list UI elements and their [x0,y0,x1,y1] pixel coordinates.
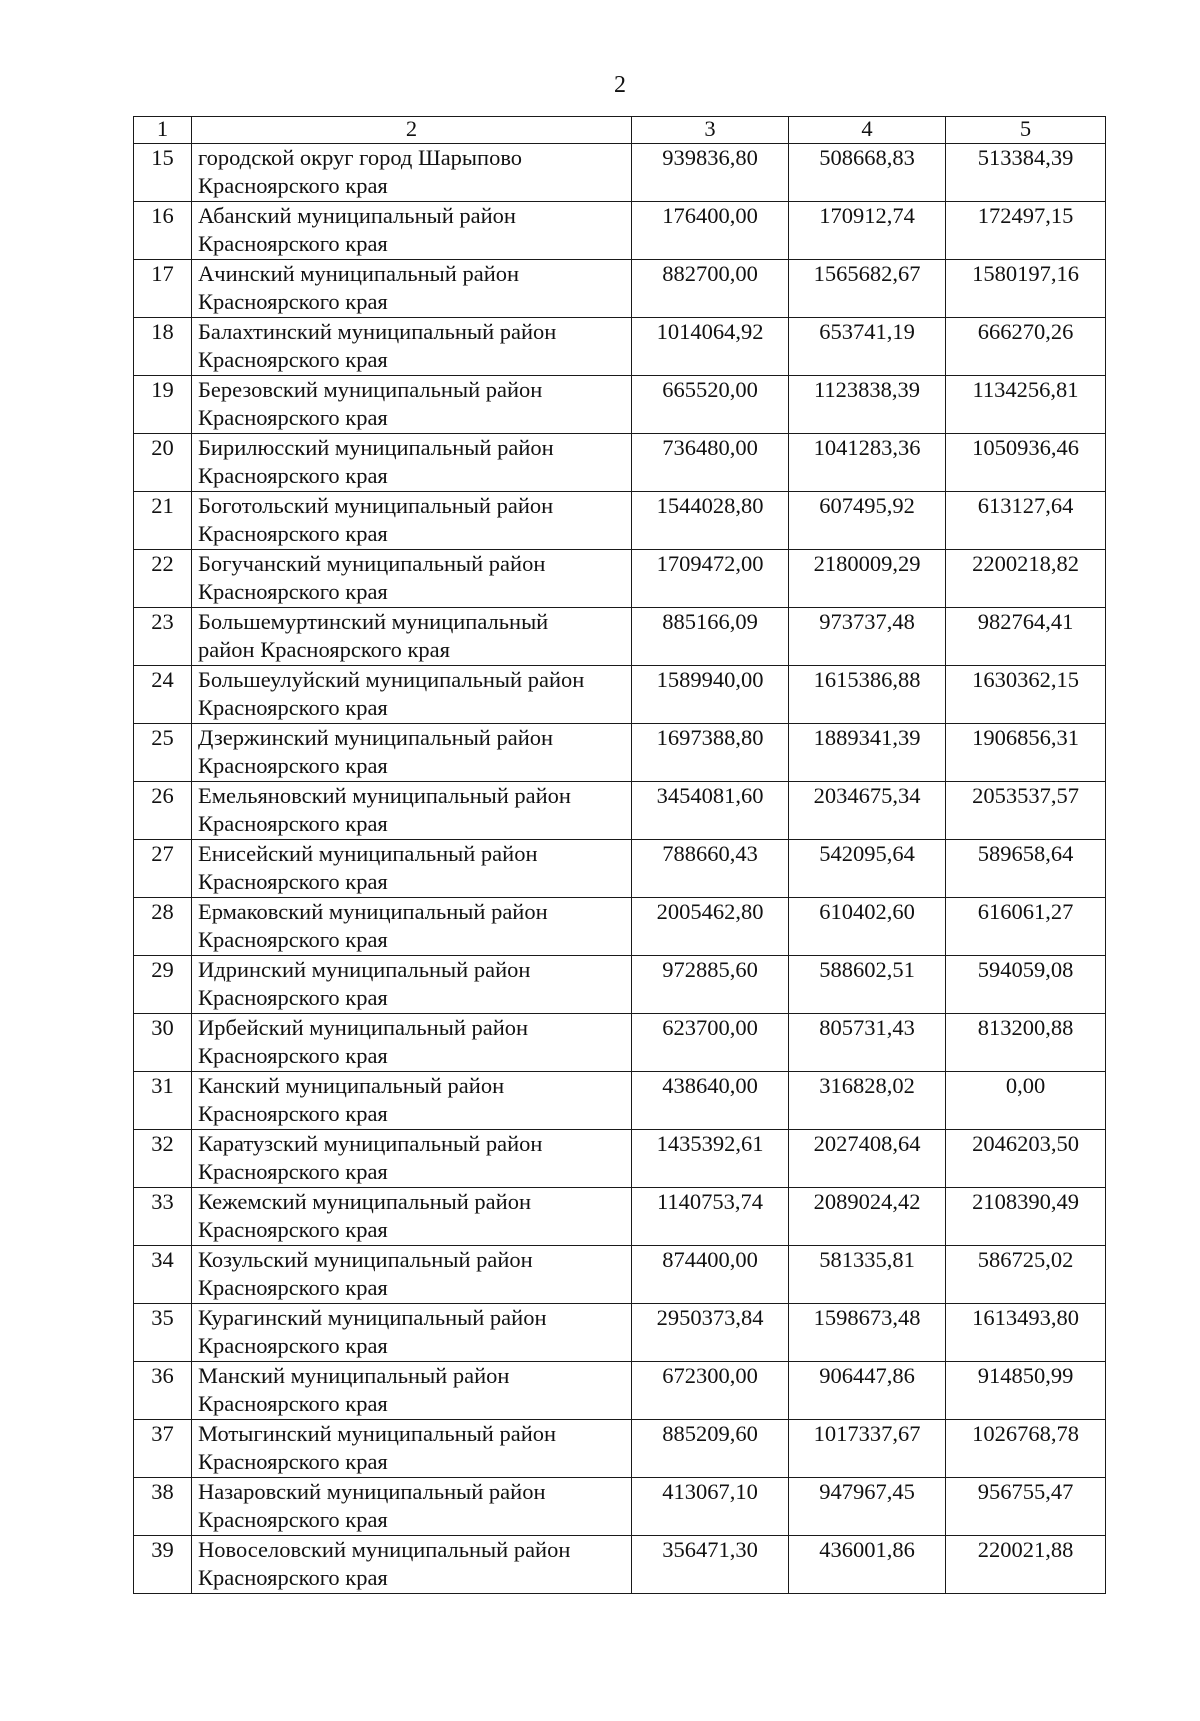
value-cell-col-3: 882700,00 [632,260,789,318]
municipality-name-line-2: Красноярского края [198,347,388,372]
value-cell-col-4: 2180009,29 [789,550,946,608]
value-cell-col-3: 736480,00 [632,434,789,492]
table-row [134,1304,1106,1362]
row-number-cell: 17 [134,260,192,318]
value-cell-col-5: 2108390,49 [946,1188,1106,1246]
value-cell-col-4: 542095,64 [789,840,946,898]
municipality-name-line-2: Красноярского края [198,753,388,778]
table-row [134,144,1106,202]
value-cell-col-5: 0,00 [946,1072,1106,1130]
municipality-name-line-1: Ирбейский муниципальный район [198,1015,529,1040]
municipality-name-cell [192,840,632,898]
row-number-cell: 38 [134,1478,192,1536]
table-row [134,724,1106,782]
value-cell-col-3: 788660,43 [632,840,789,898]
municipality-name-line-2: Красноярского края [198,1449,388,1474]
municipality-name-line-2: Красноярского края [198,985,388,1010]
municipality-name-line-1: Дзержинский муниципальный район [198,725,554,750]
municipality-name-line-1: Енисейский муниципальный район [198,841,538,866]
table-row [134,1246,1106,1304]
value-cell-col-5: 813200,88 [946,1014,1106,1072]
value-cell-col-3: 972885,60 [632,956,789,1014]
municipality-name-line-2: Красноярского края [198,811,388,836]
table-body [134,117,1106,1594]
municipality-name-cell [192,1478,632,1536]
municipality-name-cell [192,666,632,724]
value-cell-col-3: 1697388,80 [632,724,789,782]
table-row [134,550,1106,608]
municipality-name-line-1: Кежемский муниципальный район [198,1189,531,1214]
value-cell-col-3: 2005462,80 [632,898,789,956]
value-cell-col-5: 616061,27 [946,898,1106,956]
value-cell-col-5: 1050936,46 [946,434,1106,492]
value-cell-col-5: 2200218,82 [946,550,1106,608]
table-row [134,666,1106,724]
municipality-name-cell [192,1246,632,1304]
value-cell-col-4: 2034675,34 [789,782,946,840]
municipality-name-cell [192,260,632,318]
value-cell-col-3: 1140753,74 [632,1188,789,1246]
value-cell-col-5: 613127,64 [946,492,1106,550]
municipality-name-cell [192,1072,632,1130]
municipality-name-cell [192,1362,632,1420]
municipality-name-line-2: Красноярского края [198,1507,388,1532]
value-cell-col-3: 885209,60 [632,1420,789,1478]
value-cell-col-3: 2950373,84 [632,1304,789,1362]
table-row [134,898,1106,956]
value-cell-col-4: 653741,19 [789,318,946,376]
value-cell-col-3: 623700,00 [632,1014,789,1072]
column-header: 3 [632,117,789,144]
municipality-name-line-2: Красноярского края [198,521,388,546]
table-row [134,1420,1106,1478]
value-cell-col-3: 1589940,00 [632,666,789,724]
municipality-name-line-1: Канский муниципальный район [198,1073,505,1098]
municipality-name-line-1: Ермаковский муниципальный район [198,899,548,924]
row-number-cell: 30 [134,1014,192,1072]
value-cell-col-4: 2089024,42 [789,1188,946,1246]
municipality-name-line-2: Красноярского края [198,405,388,430]
value-cell-col-4: 973737,48 [789,608,946,666]
municipality-name-line-2: Красноярского края [198,289,388,314]
municipality-name-cell [192,144,632,202]
value-cell-col-5: 220021,88 [946,1536,1106,1594]
municipality-name-line-1: Курагинский муниципальный район [198,1305,547,1330]
municipality-name-cell [192,1188,632,1246]
row-number-cell: 16 [134,202,192,260]
municipality-name-line-2: Красноярского края [198,1333,388,1358]
column-header: 2 [192,117,632,144]
table-row [134,1072,1106,1130]
value-cell-col-3: 1014064,92 [632,318,789,376]
table-row [134,1362,1106,1420]
value-cell-col-5: 1134256,81 [946,376,1106,434]
data-table [133,116,1106,1594]
row-number-cell: 22 [134,550,192,608]
row-number-cell: 25 [134,724,192,782]
row-number-cell: 33 [134,1188,192,1246]
row-number-cell: 31 [134,1072,192,1130]
municipality-name-line-1: Ачинский муниципальный район [198,261,520,286]
value-cell-col-3: 665520,00 [632,376,789,434]
value-cell-col-5: 982764,41 [946,608,1106,666]
value-cell-col-3: 1435392,61 [632,1130,789,1188]
municipality-name-line-2: Красноярского края [198,869,388,894]
value-cell-col-3: 438640,00 [632,1072,789,1130]
value-cell-col-4: 1615386,88 [789,666,946,724]
value-cell-col-4: 1598673,48 [789,1304,946,1362]
value-cell-col-4: 588602,51 [789,956,946,1014]
municipality-name-line-1: Емельяновский муниципальный район [198,783,571,808]
row-number-cell: 19 [134,376,192,434]
value-cell-col-5: 914850,99 [946,1362,1106,1420]
value-cell-col-3: 1544028,80 [632,492,789,550]
table-row [134,202,1106,260]
municipality-name-line-2: Красноярского края [198,1159,388,1184]
value-cell-col-5: 1613493,80 [946,1304,1106,1362]
page-number: 2 [614,72,626,98]
municipality-name-cell [192,956,632,1014]
column-header: 4 [789,117,946,144]
municipality-name-line-1: Назаровский муниципальный район [198,1479,546,1504]
table-row [134,492,1106,550]
municipality-name-line-2: Красноярского края [198,463,388,488]
value-cell-col-3: 413067,10 [632,1478,789,1536]
value-cell-col-3: 874400,00 [632,1246,789,1304]
table-row [134,434,1106,492]
value-cell-col-4: 316828,02 [789,1072,946,1130]
municipality-name-line-1: Мотыгинский муниципальный район [198,1421,557,1446]
value-cell-col-4: 2027408,64 [789,1130,946,1188]
municipality-name-line-1: Идринский муниципальный район [198,957,531,982]
row-number-cell: 18 [134,318,192,376]
municipality-name-cell [192,1536,632,1594]
value-cell-col-4: 1889341,39 [789,724,946,782]
municipality-name-line-1: Новоселовский муниципальный район [198,1537,571,1562]
municipality-name-cell [192,550,632,608]
value-cell-col-4: 1041283,36 [789,434,946,492]
municipality-name-line-2: Красноярского края [198,695,388,720]
table-row [134,1188,1106,1246]
municipality-name-cell [192,898,632,956]
municipality-name-line-1: Богучанский муниципальный район [198,551,546,576]
municipality-name-line-2: Красноярского края [198,1217,388,1242]
municipality-name-line-2: Красноярского края [198,1565,388,1590]
value-cell-col-4: 947967,45 [789,1478,946,1536]
municipality-name-line-2: Красноярского края [198,927,388,952]
row-number-cell: 20 [134,434,192,492]
table-row [134,840,1106,898]
municipality-name-line-1: Балахтинский муниципальный район [198,319,557,344]
municipality-name-cell [192,318,632,376]
row-number-cell: 36 [134,1362,192,1420]
row-number-cell: 23 [134,608,192,666]
municipality-name-cell [192,1420,632,1478]
value-cell-col-4: 1123838,39 [789,376,946,434]
municipality-name-cell [192,434,632,492]
value-cell-col-5: 594059,08 [946,956,1106,1014]
row-number-cell: 37 [134,1420,192,1478]
municipality-name-line-2: Красноярского края [198,1101,388,1126]
value-cell-col-3: 939836,80 [632,144,789,202]
value-cell-col-5: 589658,64 [946,840,1106,898]
value-cell-col-4: 1565682,67 [789,260,946,318]
value-cell-col-4: 1017337,67 [789,1420,946,1478]
row-number-cell: 27 [134,840,192,898]
value-cell-col-5: 1630362,15 [946,666,1106,724]
municipality-name-line-2: Красноярского края [198,1391,388,1416]
value-cell-col-3: 356471,30 [632,1536,789,1594]
value-cell-col-5: 172497,15 [946,202,1106,260]
municipality-name-cell [192,1130,632,1188]
value-cell-col-5: 586725,02 [946,1246,1106,1304]
municipality-name-cell [192,202,632,260]
municipality-name-line-1: Бирилюсский муниципальный район [198,435,554,460]
row-number-cell: 26 [134,782,192,840]
value-cell-col-4: 906447,86 [789,1362,946,1420]
municipality-name-cell [192,724,632,782]
value-cell-col-4: 610402,60 [789,898,946,956]
value-cell-col-3: 3454081,60 [632,782,789,840]
column-header: 1 [134,117,192,144]
table-row [134,376,1106,434]
table-row [134,956,1106,1014]
row-number-cell: 35 [134,1304,192,1362]
row-number-cell: 15 [134,144,192,202]
municipality-name-line-2: Красноярского края [198,1043,388,1068]
municipality-name-cell [192,376,632,434]
value-cell-col-3: 885166,09 [632,608,789,666]
value-cell-col-4: 508668,83 [789,144,946,202]
row-number-cell: 39 [134,1536,192,1594]
municipality-name-cell [192,1304,632,1362]
municipality-name-line-1: Козульский муниципальный район [198,1247,533,1272]
value-cell-col-5: 2053537,57 [946,782,1106,840]
table-row [134,782,1106,840]
row-number-cell: 29 [134,956,192,1014]
row-number-cell: 28 [134,898,192,956]
value-cell-col-5: 666270,26 [946,318,1106,376]
value-cell-col-4: 170912,74 [789,202,946,260]
value-cell-col-4: 581335,81 [789,1246,946,1304]
value-cell-col-5: 1580197,16 [946,260,1106,318]
value-cell-col-3: 1709472,00 [632,550,789,608]
municipality-name-line-1: Каратузский муниципальный район [198,1131,543,1156]
table-row [134,608,1106,666]
value-cell-col-5: 1026768,78 [946,1420,1106,1478]
table-row [134,1478,1106,1536]
municipality-name-line-1: Манский муниципальный район [198,1363,510,1388]
table-header-row [134,117,1106,144]
municipality-name-line-2: Красноярского края [198,579,388,604]
value-cell-col-5: 1906856,31 [946,724,1106,782]
value-cell-col-4: 607495,92 [789,492,946,550]
municipality-name-line-1: Большемуртинский муниципальный [198,609,549,634]
value-cell-col-5: 513384,39 [946,144,1106,202]
municipality-name-line-1: городской округ город Шарыпово [198,145,523,170]
municipality-name-line-1: Березовский муниципальный район [198,377,543,402]
value-cell-col-3: 672300,00 [632,1362,789,1420]
row-number-cell: 21 [134,492,192,550]
row-number-cell: 24 [134,666,192,724]
value-cell-col-5: 2046203,50 [946,1130,1106,1188]
table-row [134,1536,1106,1594]
table-row [134,1014,1106,1072]
table-row [134,318,1106,376]
municipality-name-cell [192,1014,632,1072]
municipality-name-line-1: Боготольский муниципальный район [198,493,554,518]
municipality-name-cell [192,608,632,666]
column-header: 5 [946,117,1106,144]
municipality-name-cell [192,492,632,550]
value-cell-col-5: 956755,47 [946,1478,1106,1536]
table-row [134,260,1106,318]
row-number-cell: 34 [134,1246,192,1304]
municipality-name-line-1: Абанский муниципальный район [198,203,516,228]
value-cell-col-3: 176400,00 [632,202,789,260]
municipality-name-line-2: Красноярского края [198,1275,388,1300]
row-number-cell: 32 [134,1130,192,1188]
municipality-name-line-2: Красноярского края [198,173,388,198]
table-row [134,1130,1106,1188]
municipality-name-line-1: Большеулуйский муниципальный район [198,667,585,692]
value-cell-col-4: 805731,43 [789,1014,946,1072]
municipality-name-cell [192,782,632,840]
municipality-name-line-2: район Красноярского края [198,637,450,662]
value-cell-col-4: 436001,86 [789,1536,946,1594]
municipality-name-line-2: Красноярского края [198,231,388,256]
